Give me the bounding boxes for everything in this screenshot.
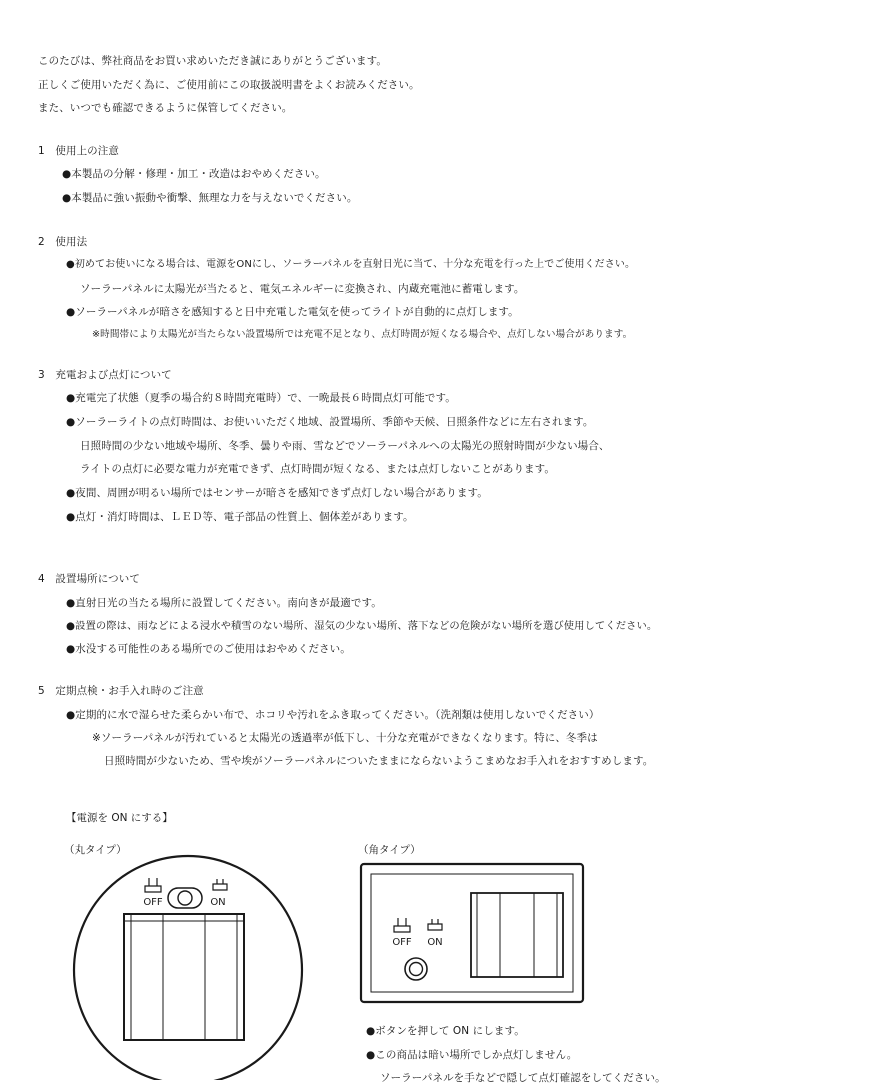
round-on-label: ON bbox=[210, 897, 226, 908]
intro-line: また、いつでも確認できるように保管してください。 bbox=[38, 102, 293, 114]
section-line: ●充電完了状態（夏季の場合約８時間充電時）で、一晩最長６時間点灯可能です。 bbox=[66, 392, 456, 404]
square-on-label: ON bbox=[427, 937, 443, 948]
section-line: ●本製品の分解・修理・加工・改造はおやめください。 bbox=[62, 168, 326, 180]
section-line: ●水没する可能性のある場所でのご使用はおやめください。 bbox=[66, 643, 351, 655]
round-off-label: OFF bbox=[143, 897, 163, 908]
off-plug-icon bbox=[145, 878, 161, 892]
power-note: ソーラーパネルを手などで隠して点灯確認をしてください。 bbox=[380, 1072, 666, 1084]
section-title: 1 使用上の注意 bbox=[38, 145, 119, 157]
section-line: ソーラーパネルに太陽光が当たると、電気エネルギーに変換され、内蔵充電池に蓄電します。 bbox=[80, 283, 525, 295]
section-line: ●夜間、周囲が明るい場所ではセンサーが暗さを感知できず点灯しない場合があります。 bbox=[66, 487, 488, 499]
section-line: ●初めてお使いになる場合は、電源をONにし、ソーラーパネルを直射日光に当て、十分な充電を行った上でご使用ください。 bbox=[66, 259, 636, 270]
square-solar-panel bbox=[471, 893, 563, 977]
round-solar-panel bbox=[124, 914, 244, 1040]
section-line: ライトの点灯に必要な電力が充電できず、点灯時間が短くなる、または点灯しないことがあります。 bbox=[80, 463, 556, 475]
power-heading: 【電源を ON にする】 bbox=[66, 812, 173, 824]
section-line: ●本製品に強い振動や衝撃、無理な力を与えないでください。 bbox=[62, 192, 358, 204]
round-toggle-knob bbox=[178, 891, 192, 905]
section-line: 日照時間の少ない地域や場所、冬季、曇りや雨、雪などでソーラーパネルへの太陽光の照射時間が少ない場合、 bbox=[80, 440, 610, 452]
square-off-label: OFF bbox=[392, 937, 412, 948]
section-line: ●直射日光の当たる場所に設置してください。南向きが最適です。 bbox=[66, 597, 382, 609]
on-plug-icon bbox=[213, 879, 227, 890]
section-note: ※時間帯により太陽光が当たらない設置場所では充電不足となり、点灯時間が短くなる場合や、点灯しない場合があります。 bbox=[92, 329, 633, 340]
section-line: ●点灯・消灯時間は、ＬＥＤ等、電子部品の性質上、個体差があります。 bbox=[66, 511, 414, 523]
section-line: ●ソーラーパネルが暗さを感知すると日中充電した電気を使ってライトが自動的に点灯します。 bbox=[66, 306, 519, 318]
power-note: ●ボタンを押して ON にします。 bbox=[366, 1025, 525, 1037]
round-type-label: （丸タイプ） bbox=[64, 844, 127, 856]
section-title: 2 使用法 bbox=[38, 236, 88, 248]
intro-line: 正しくご使用いただく為に、ご使用前にこの取扱説明書をよくお読みください。 bbox=[38, 79, 420, 91]
power-note: ●この商品は暗い場所でしか点灯しません。 bbox=[366, 1049, 578, 1061]
square-type-label: （角タイプ） bbox=[358, 844, 421, 856]
section-title: 3 充電および点灯について bbox=[38, 369, 172, 381]
section-line: ●ソーラーライトの点灯時間は、お使いいただく地域、設置場所、季節や天候、日照条件などに左右されます。 bbox=[66, 416, 594, 428]
section-note: 日照時間が少ないため、雪や埃がソーラーパネルについたままにならないようこまめなお手入れをおすすめします。 bbox=[104, 755, 654, 767]
section-note: ※ソーラーパネルが汚れていると太陽光の透過率が低下し、十分な充電ができなくなります。特に、冬季は bbox=[92, 732, 598, 744]
section-title: 4 設置場所について bbox=[38, 573, 140, 585]
section-title: 5 定期点検・お手入れ時のご注意 bbox=[38, 685, 204, 697]
section-line: ●定期的に水で湿らせた柔らかい布で、ホコリや汚れをふき取ってください。（洗剤類は使用しないでください） bbox=[66, 709, 600, 721]
section-line: ●設置の際は、雨などによる浸水や積雪のない場所、湿気の少ない場所、落下などの危険がない場所を選び使用してください。 bbox=[66, 620, 658, 632]
intro-line: このたびは、弊社商品をお買い求めいただき誠にありがとうございます。 bbox=[38, 55, 387, 67]
